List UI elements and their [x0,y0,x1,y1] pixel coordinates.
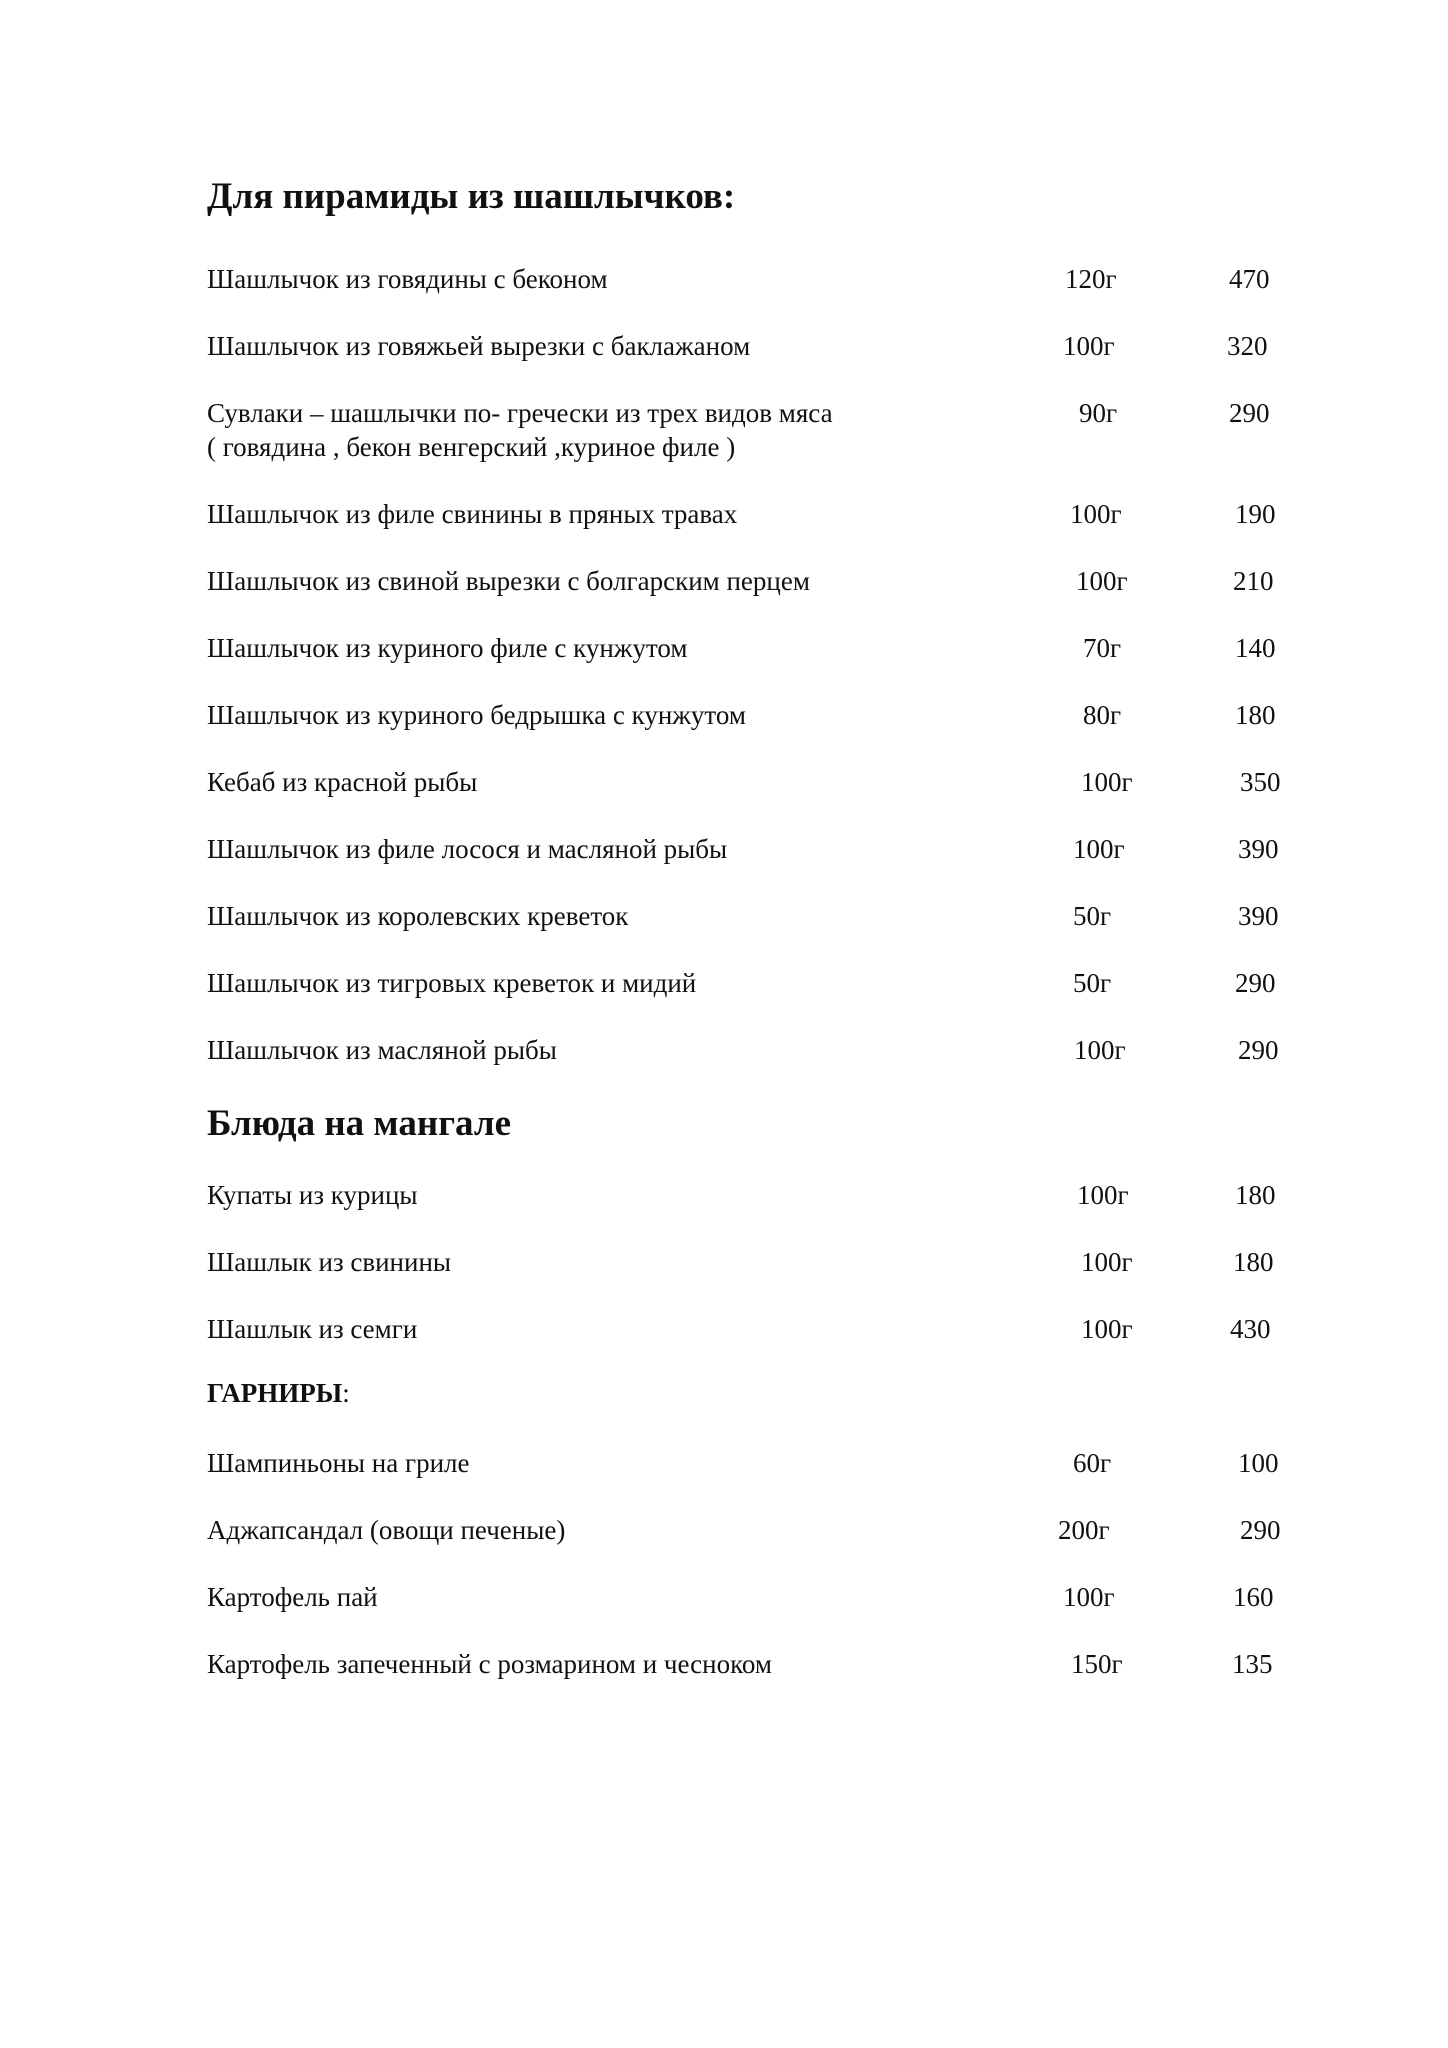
item-weight: 100г [1081,767,1133,797]
item-price: 190 [1235,499,1276,529]
item-price: 320 [1227,331,1268,361]
item-name: Шашлычок из говяжьей вырезки с баклажаном [207,331,751,361]
item-weight: 200г [1058,1515,1110,1545]
item-price: 160 [1233,1582,1274,1612]
item-price: 290 [1229,398,1270,428]
item-name: Шампиньоны на гриле [207,1448,470,1478]
item-price: 290 [1238,1035,1279,1065]
item-weight: 100г [1081,1314,1133,1344]
menu-item [207,1033,1347,1103]
item-price: 140 [1235,633,1276,663]
menu-item [207,497,1347,567]
item-price: 100 [1238,1448,1279,1478]
item-weight: 50г [1073,968,1112,998]
item-weight: 120г [1065,264,1117,294]
item-name: Шашлык из семги [207,1314,418,1344]
menu-item [207,1647,1347,1717]
item-weight: 100г [1074,1035,1126,1065]
item-name: Шашлычок из говядины с беконом [207,264,608,294]
item-name: Картофель пай [207,1582,378,1612]
menu-item [207,396,1347,470]
item-name: Шашлычок из королевских креветок [207,901,629,931]
item-name: Шашлычок из куриного филе с кунжутом [207,633,688,663]
menu-item [207,564,1347,634]
menu-item [207,262,1347,332]
item-name: Шашлычок из тигровых креветок и мидий [207,968,697,998]
menu-item [207,1312,1347,1382]
menu-item [207,765,1347,835]
item-name: Шашлык из свинины [207,1247,452,1277]
item-weight: 100г [1073,834,1125,864]
item-name: Купаты из курицы [207,1180,418,1210]
menu-item [207,1580,1347,1650]
item-price: 430 [1230,1314,1271,1344]
item-name: Сувлаки – шашлычки по- гречески из трех видов мяса [207,398,833,428]
item-name: Картофель запеченный с розмарином и чесноком [207,1649,772,1679]
item-price: 390 [1238,834,1279,864]
menu-item [207,832,1347,902]
menu-item [207,1245,1347,1315]
menu-item [207,899,1347,969]
item-name: Шашлычок из филе лосося и масляной рыбы [207,834,728,864]
menu-item [207,966,1347,1036]
item-weight: 70г [1083,633,1122,663]
menu-item [207,1513,1347,1583]
item-price: 470 [1229,264,1270,294]
item-name: Шашлычок из куриного бедрышка с кунжутом [207,700,746,730]
item-weight: 60г [1073,1448,1112,1478]
item-name-detail: ( говядина , бекон венгерский ,куриное филе ) [207,432,736,462]
item-name: Шашлычок из филе свинины в пряных травах [207,499,738,529]
section-heading-grill: Блюда на мангале [207,1103,512,1144]
item-name: Шашлычок из свиной вырезки с болгарским перцем [207,566,810,596]
item-name: Шашлычок из масляной рыбы [207,1035,557,1065]
item-weight: 50г [1073,901,1112,931]
item-price: 390 [1238,901,1279,931]
item-price: 210 [1233,566,1274,596]
menu-item [207,329,1347,399]
item-weight: 100г [1070,499,1122,529]
item-weight: 80г [1083,700,1122,730]
item-weight: 100г [1081,1247,1133,1277]
item-price: 180 [1235,1180,1276,1210]
item-weight: 100г [1077,1180,1129,1210]
section-heading-skewers: Для пирамиды из шашлычков: [207,176,736,217]
menu-item [207,631,1347,701]
item-weight: 150г [1071,1649,1123,1679]
item-price: 350 [1240,767,1281,797]
item-price: 180 [1233,1247,1274,1277]
garnish-heading-colon: : [342,1378,350,1408]
item-price: 290 [1240,1515,1281,1545]
item-weight: 100г [1063,331,1115,361]
item-weight: 100г [1063,1582,1115,1612]
item-weight: 90г [1079,398,1118,428]
menu-item [207,1446,1347,1516]
item-weight: 100г [1076,566,1128,596]
item-name: Кебаб из красной рыбы [207,767,478,797]
item-price: 180 [1235,700,1276,730]
item-name: Аджапсандал (овощи печеные) [207,1515,566,1545]
item-price: 290 [1235,968,1276,998]
garnish-heading-text: ГАРНИРЫ [207,1378,343,1408]
item-price: 135 [1232,1649,1273,1679]
section-heading-garnish [207,1380,350,1407]
menu-item [207,1178,1347,1248]
menu-item [207,698,1347,768]
